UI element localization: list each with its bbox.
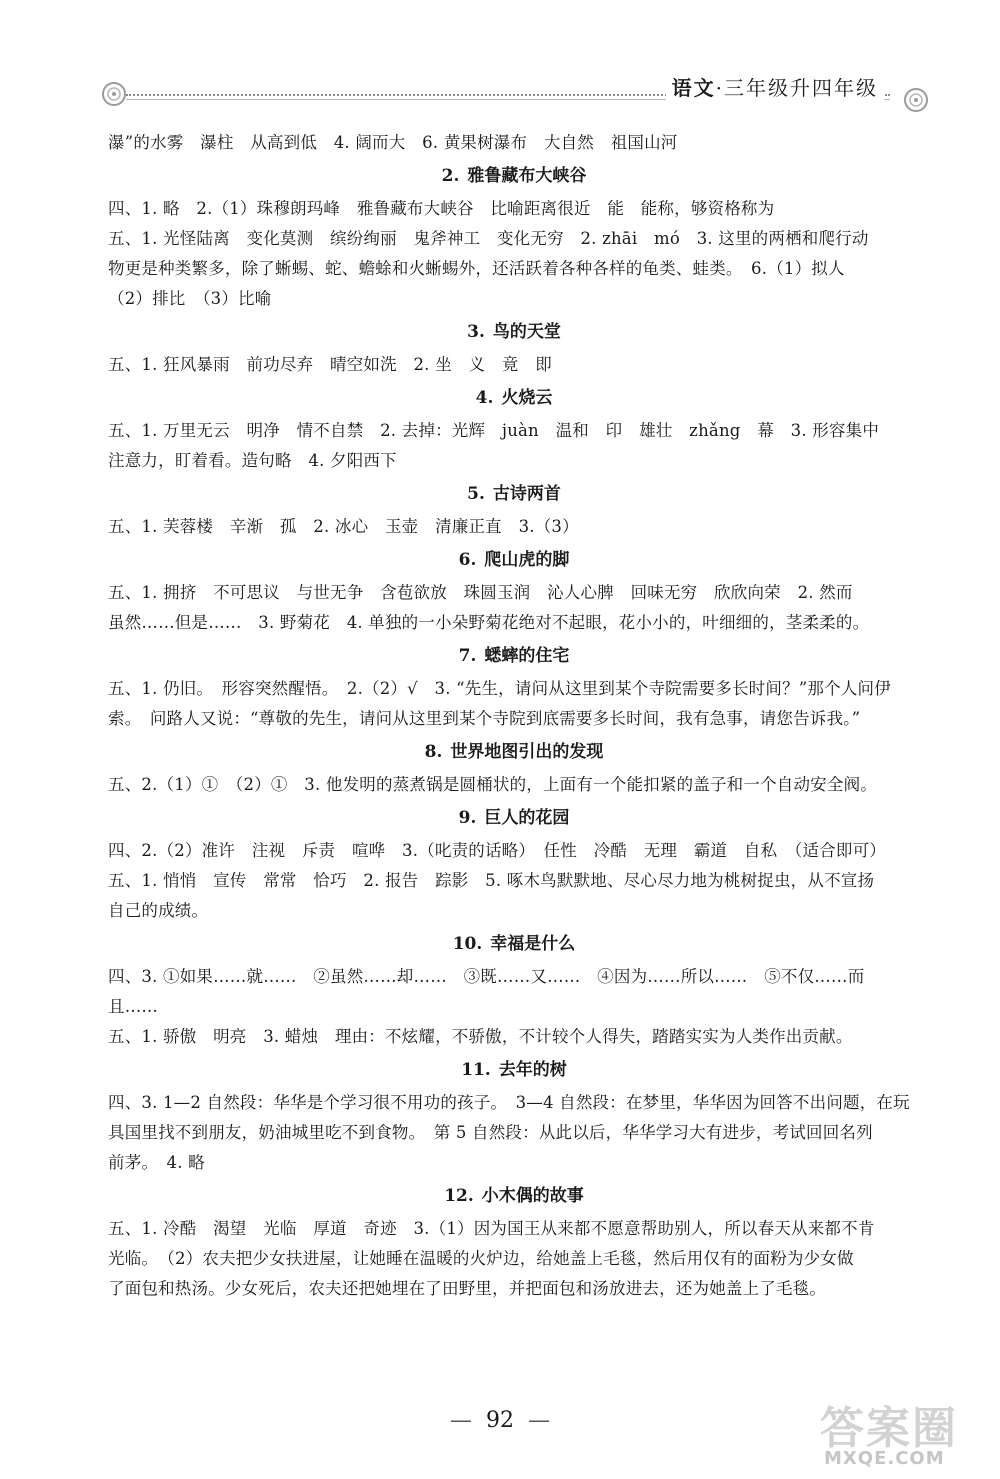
section-heading bbox=[108, 383, 920, 413]
ornament-right-icon bbox=[902, 86, 930, 114]
answer-line: 瀑”的水雾 瀑柱 从高到低 4. 阔而大 6. 黄果树瀑布 大自然 祖国山河 bbox=[108, 133, 678, 152]
section-heading bbox=[108, 161, 920, 191]
answer-line: 四、1. 略 2.（1）珠穆朗玛峰 雅鲁藏布大峡谷 比喻距离很近 能 能称，够资格称为 bbox=[108, 199, 775, 218]
answer-line: 光临。 （2）农夫把少女扶进屋，让她睡在温暖的火炉边，给她盖上毛毯，然后用仅有的面粉为少女做 bbox=[108, 1249, 854, 1268]
header-subject: 语文 bbox=[671, 76, 716, 100]
section-title: 巨人的花园 bbox=[484, 808, 570, 828]
watermark bbox=[812, 1392, 972, 1472]
section-title: 幸福是什么 bbox=[490, 934, 576, 954]
section-number: 5. bbox=[467, 484, 485, 504]
watermark-logo: 答案圈 bbox=[820, 1403, 958, 1454]
answer-line: 五、1. 冷酷 渴望 光临 厚道 奇迹 3.（1）因为国王从来都不愿意帮助别人，所以春天从来都不肯 bbox=[108, 1219, 875, 1238]
answer-line: 且…… bbox=[108, 997, 159, 1016]
section-title: 蟋蟀的住宅 bbox=[484, 646, 570, 666]
section-title: 小木偶的故事 bbox=[481, 1186, 584, 1206]
answer-line: 五、1. 万里无云 明净 情不自禁 2. 去掉：光辉 juàn 温和 印 雄壮 zhǎng 幕 3. 形容集中 bbox=[108, 421, 880, 440]
answer-line: 前茅。 4. 略 bbox=[108, 1153, 205, 1172]
answer-line: 具国里找不到朋友，奶油城里吃不到食物。 第 5 自然段：从此以后，华华学习大有进步，考试回回名列 bbox=[108, 1123, 873, 1142]
section-title: 鸟的天堂 bbox=[492, 322, 561, 342]
section-title: 世界地图引出的发现 bbox=[450, 742, 604, 762]
answer-line: 五、1. 骄傲 明亮 3. 蜡烛 理由：不炫耀，不骄傲，不计较个人得失，踏踏实实为人类作出贡献。 bbox=[108, 1027, 853, 1046]
answer-line: 五、1. 悄悄 宣传 常常 恰巧 2. 报告 踪影 5. 啄木鸟默默地、尽心尽力地为桃树捉虫，从不宣扬 bbox=[108, 871, 875, 890]
answer-line: 自己的成绩。 bbox=[108, 901, 209, 920]
answer-line: 四、2.（2）准许 注视 斥责 喧哗 3.（叱责的话略） 任性 冷酷 无理 霸道 自私 （适合即可） bbox=[108, 841, 886, 860]
section-heading bbox=[108, 929, 920, 959]
page-number-value: 92 bbox=[486, 1408, 514, 1433]
page-dash-left: — bbox=[450, 1408, 472, 1433]
section-number: 8. bbox=[424, 742, 443, 762]
section-number: 2. bbox=[441, 166, 460, 186]
section-title: 雅鲁藏布大峡谷 bbox=[467, 166, 587, 186]
answer-line: 虽然……但是…… 3. 野菊花 4. 单独的一小朵野菊花绝对不起眼，花小小的，叶细细的，茎柔柔的。 bbox=[108, 613, 870, 632]
answer-line: 五、1. 芙蓉楼 辛渐 孤 2. 冰心 玉壶 清廉正直 3.（3） bbox=[108, 517, 579, 536]
answer-line: （2）排比 （3）比喻 bbox=[108, 289, 272, 308]
section-number: 11. bbox=[461, 1060, 491, 1080]
page-dash-right: — bbox=[528, 1408, 550, 1433]
answer-line: 了面包和热汤。少女死后，农夫还把她埋在了田野里，并把面包和汤放进去，还为她盖上了毛毯。 bbox=[108, 1279, 827, 1298]
answer-line: 注意力，盯着看。造句略 4. 夕阳西下 bbox=[108, 451, 397, 470]
section-title: 古诗两首 bbox=[492, 484, 561, 504]
answer-line: 五、2.（1）① （2）① 3. 他发明的蒸煮锅是圆桶状的，上面有一个能扣紧的盖子和一个自动安全阀。 bbox=[108, 775, 877, 794]
section-heading bbox=[108, 545, 920, 575]
section-heading bbox=[108, 1055, 920, 1085]
section-heading bbox=[108, 1181, 920, 1211]
section-heading bbox=[108, 479, 920, 509]
section-number: 10. bbox=[452, 934, 483, 954]
section-number: 6. bbox=[458, 550, 477, 570]
section-number: 12. bbox=[444, 1186, 474, 1206]
header-separator: · bbox=[715, 76, 724, 100]
answer-line: 四、3. ①如果……就…… ②虽然……却…… ③既……又…… ④因为……所以…… ⑤不仅……而 bbox=[108, 967, 865, 986]
watermark-url: MXQE.COM bbox=[824, 1448, 945, 1469]
header-grade: 三年级升四年级 bbox=[724, 76, 878, 100]
ornament-left-icon bbox=[100, 80, 128, 108]
answer-line: 索。 问路人又说：“尊敬的先生，请问从这里到某个寺院到底需要多长时间，我有急事，请您告诉我。” bbox=[108, 709, 861, 728]
answer-line: 五、1. 狂风暴雨 前功尽弃 晴空如洗 2. 坐 义 竟 即 bbox=[108, 355, 552, 374]
answer-line: 四、3. 1—2 自然段：华华是个学习很不用功的孩子。 3—4 自然段：在梦里，华华因为回答不出问题，在玩 bbox=[108, 1093, 910, 1112]
section-heading bbox=[108, 803, 920, 833]
section-title: 爬山虎的脚 bbox=[484, 550, 570, 570]
answer-content bbox=[108, 128, 920, 1304]
page-header bbox=[100, 68, 930, 118]
answer-line: 五、1. 拥挤 不可思议 与世无争 含苞欲放 珠圆玉润 沁人心脾 回味无穷 欣欣向荣 2. 然而 bbox=[108, 583, 853, 602]
answer-line: 五、1. 仍旧。 形容突然醒悟。 2.（2）√ 3. “先生，请问从这里到某个寺院需要多长时间？”那个人问伊 bbox=[108, 679, 891, 698]
header-title bbox=[666, 72, 884, 101]
section-number: 7. bbox=[458, 646, 477, 666]
section-heading bbox=[108, 317, 920, 347]
answer-line: 物更是种类繁多，除了蜥蜴、蛇、蟾蜍和火蜥蜴外，还活跃着各种各样的龟类、蛙类。 6.（1）拟人 bbox=[108, 259, 845, 278]
section-number: 4. bbox=[475, 388, 494, 408]
section-title: 去年的树 bbox=[498, 1060, 567, 1080]
section-number: 9. bbox=[458, 808, 477, 828]
section-heading bbox=[108, 641, 920, 671]
section-title: 火烧云 bbox=[501, 388, 553, 408]
section-number: 3. bbox=[467, 322, 485, 342]
section-heading bbox=[108, 737, 920, 767]
answer-line: 五、1. 光怪陆离 变化莫测 缤纷绚丽 鬼斧神工 变化无穷 2. zhāi mó 3. 这里的两栖和爬行动 bbox=[108, 229, 869, 248]
